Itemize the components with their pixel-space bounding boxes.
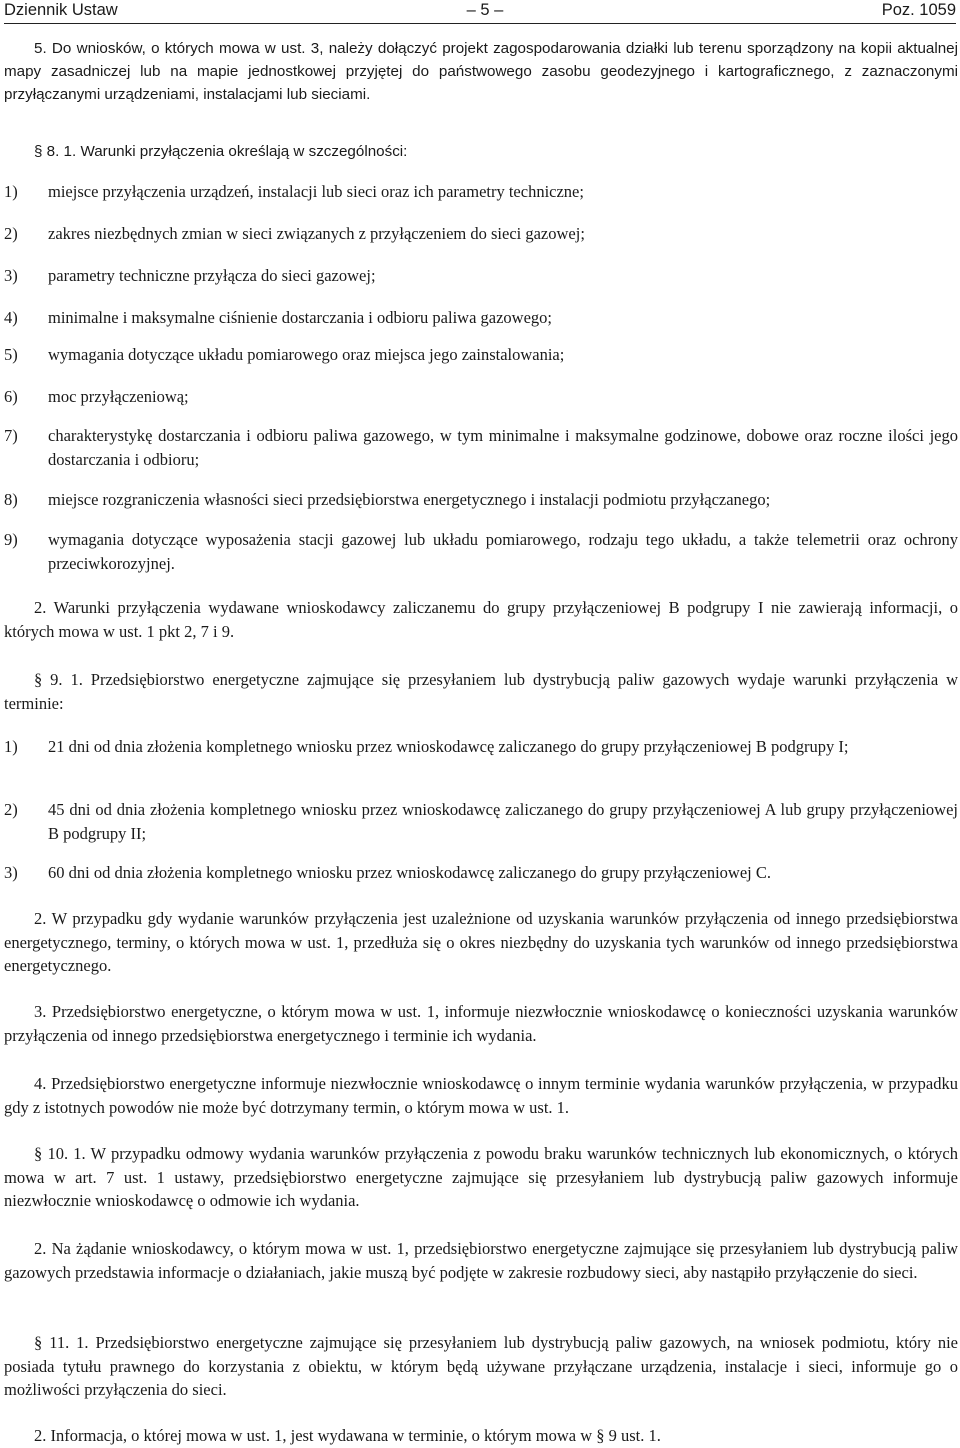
- list-item: [4, 424, 958, 471]
- list-item-text: miejsce przyłączenia urządzeń, instalacji lub sieci oraz ich parametry techniczne;: [48, 182, 584, 201]
- par9-ust4: 4. Przedsiębiorstwo energetyczne informuje niezwłocznie wnioskodawcę o innym terminie wydania warunków przyłączenia, w przypadku gdy z istotnych powodów nie może być dotrzymany termin, o którym mowa w ust. 1.: [4, 1074, 958, 1117]
- par10-ust2: 2. Na żądanie wnioskodawcy, o którym mowa w ust. 1, przedsiębiorstwo energetyczne zajmujące się przesyłaniem lub dystrybucją paliw gazowych przedstawia informacje o działaniach, jakie muszą być podjęte w zakresie rozbudowy sieci, aby nastąpiło przyłączenie do sieci.: [4, 1239, 958, 1282]
- list-item: [4, 306, 958, 330]
- list-item: [4, 343, 958, 367]
- list-item-text: zakres niezbędnych zmian w sieci związanych z przyłączeniem do sieci gazowej;: [48, 224, 585, 243]
- list-item: [4, 180, 958, 204]
- list-item-text: 45 dni od dnia złożenia kompletnego wniosku przez wnioskodawcę zaliczanego do grupy przyłączeniowej A lub grupy przyłączeniowej B podgrupy II;: [48, 800, 958, 843]
- list-item: [4, 222, 958, 246]
- list-item: [4, 798, 958, 845]
- par9-lead: § 9. 1. Przedsiębiorstwo energetyczne zajmujące się przesyłaniem lub dystrybucją paliw gazowych wydaje warunki przyłączenia w terminie:: [4, 670, 958, 713]
- list-item: [4, 385, 958, 409]
- list-item: [4, 735, 958, 759]
- par11-ust1: § 11. 1. Przedsiębiorstwo energetyczne zajmujące się przesyłaniem lub dystrybucją paliw gazowych, na wniosek podmiotu, który nie posiada tytułu prawnego do korzystania z obiektu, w którym będą używane przyłączane urządzenia, instalacje i sieci, informuje go o możliwości przyłączenia do sieci.: [4, 1333, 958, 1399]
- list-item-number: 5): [4, 345, 18, 364]
- par9-ust3: 3. Przedsiębiorstwo energetyczne, o którym mowa w ust. 1, informuje niezwłocznie wnioskodawcę o konieczności uzyskania warunków przyłączenia od innego przedsiębiorstwa energetycznego i terminie ich wydania.: [4, 1002, 958, 1045]
- list-item: [4, 861, 958, 885]
- list-item-text: wymagania dotyczące układu pomiarowego oraz miejsca jego zainstalowania;: [48, 345, 565, 364]
- list-item-text: minimalne i maksymalne ciśnienie dostarczania i odbioru paliwa gazowego;: [48, 308, 553, 327]
- list-item-number: 2): [4, 800, 18, 819]
- par8-ust2: 2. Warunki przyłączenia wydawane wnioskodawcy zaliczanemu do grupy przyłączeniowej B podgrupy I nie zawierają informacji, o których mowa w ust. 1 pkt 2, 7 i 9.: [4, 598, 958, 641]
- list-item-text: charakterystykę dostarczania i odbioru paliwa gazowego, w tym minimalne i maksymalne godzinowe, dobowe oraz roczne ilości jego dostarczania i odbioru;: [48, 426, 958, 469]
- list-item-number: 1): [4, 182, 18, 201]
- list-item: [4, 488, 958, 512]
- list-item-number: 4): [4, 308, 18, 327]
- list-item-text: wymagania dotyczące wyposażenia stacji gazowej lub układu pomiarowego, rodzaju tego układu, a także telemetrii oraz ochrony przeciwkorozyjnej.: [48, 530, 958, 573]
- list-item-text: miejsce rozgraniczenia własności sieci przedsiębiorstwa energetycznego i instalacji podmiotu przyłączanego;: [48, 490, 771, 509]
- list-item-number: 1): [4, 737, 18, 756]
- intro-paragraph: 5. Do wniosków, o których mowa w ust. 3, należy dołączyć projekt zagospodarowania działki lub terenu sporządzony na kopii aktualnej mapy zasadniczej lub na mapie jednostkowej przyjętej do państwowego zasobu geodezyjnego i kartograficznego, z zaznaczonymi przyłączanymi urządzeniami, instalacjami lub sieciami.: [4, 40, 958, 103]
- journal-title: Dziennik Ustaw: [4, 1, 118, 19]
- list-item: [4, 264, 958, 288]
- par11-ust2: 2. Informacja, o której mowa w ust. 1, jest wydawana w terminie, o którym mowa w § 9 ust. 1.: [34, 1426, 661, 1445]
- list-item-number: 7): [4, 426, 18, 445]
- list-item-text: moc przyłączeniową;: [48, 387, 189, 406]
- list-item-number: 9): [4, 530, 18, 549]
- list-item-number: 6): [4, 387, 18, 406]
- list-item-number: 3): [4, 266, 18, 285]
- par9-ust2: 2. W przypadku gdy wydanie warunków przyłączenia jest uzależnione od uzyskania warunków przyłączenia od innego przedsiębiorstwa energetycznego, terminy, o których mowa w ust. 1, przedłuża się o okres niezbędny do uzyskania tych warunków od innego przedsiębiorstwa energetycznego.: [4, 909, 958, 975]
- list-item-text: 21 dni od dnia złożenia kompletnego wniosku przez wnioskodawcę zaliczanego do grupy przyłączeniowej B podgrupy I;: [48, 737, 849, 756]
- par8-lead: § 8. 1. Warunki przyłączenia określają w szczególności:: [34, 143, 408, 160]
- list-item-number: 2): [4, 224, 18, 243]
- list-item: [4, 528, 958, 575]
- list-item-number: 8): [4, 490, 18, 509]
- list-item-number: 3): [4, 863, 18, 882]
- page-header: [4, 1, 956, 24]
- list-item-text: 60 dni od dnia złożenia kompletnego wniosku przez wnioskodawcę zaliczanego do grupy przyłączeniowej C.: [48, 863, 772, 882]
- list-item-text: parametry techniczne przyłącza do sieci gazowej;: [48, 266, 376, 285]
- par10-ust1: § 10. 1. W przypadku odmowy wydania warunków przyłączenia z powodu braku warunków technicznych lub ekonomicznych, o których mowa w art. 7 ust. 1 ustawy, przedsiębiorstwo energetyczne zajmujące się przesyłaniem lub dystrybucją paliw gazowych informuje niezwłocznie wnioskodawcę o odmowie ich wydania.: [4, 1144, 958, 1210]
- page-number: – 5 –: [466, 1, 504, 19]
- position-number: Poz. 1059: [881, 1, 956, 19]
